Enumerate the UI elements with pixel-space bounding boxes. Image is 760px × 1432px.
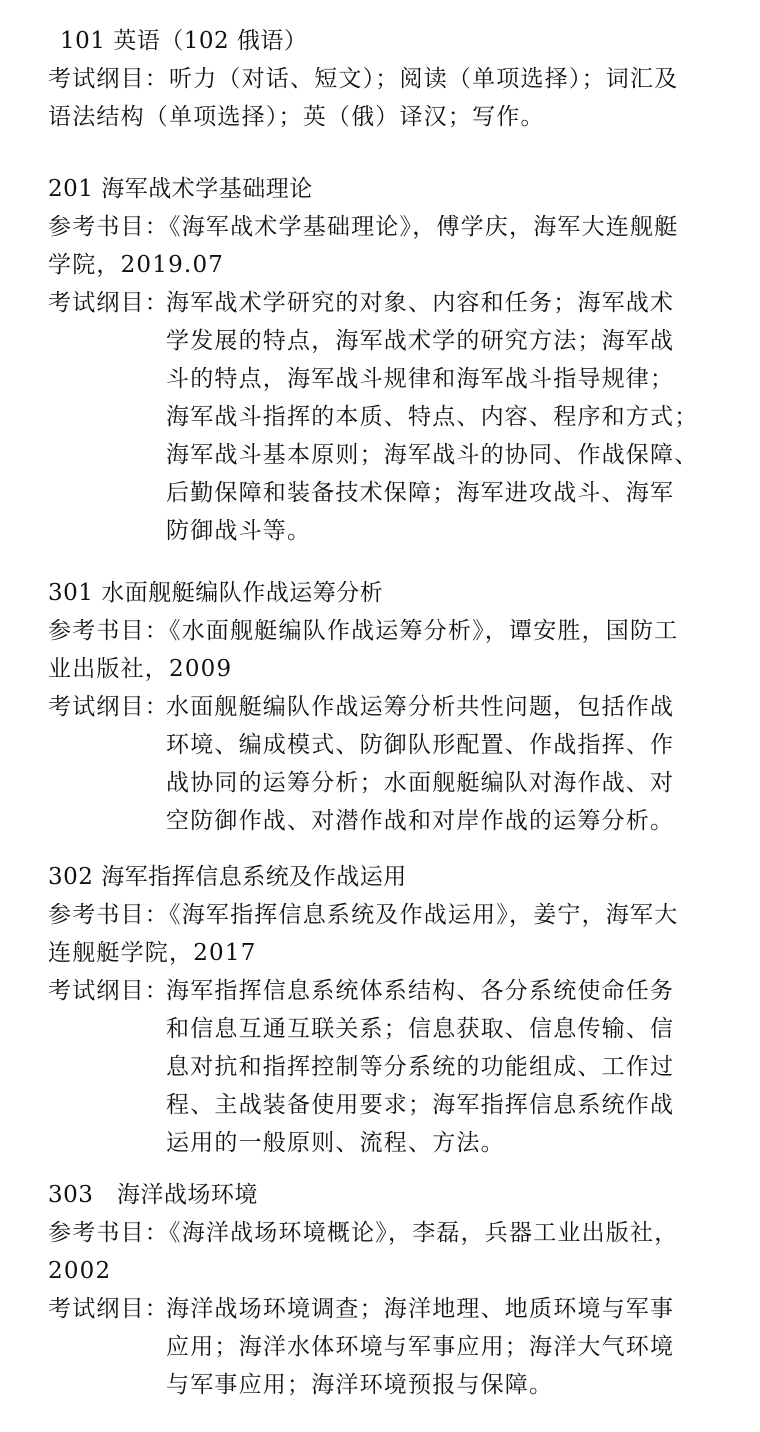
outline-body [166, 688, 728, 840]
outline-body [166, 284, 728, 550]
exam-outline [48, 1290, 728, 1404]
section-302 [48, 858, 728, 1162]
exam-outline [48, 688, 728, 840]
outline-line: 海军战斗指挥的本质、特点、内容、程序和方式； [166, 404, 699, 430]
section-heading: 101 英语（102 俄语） [60, 28, 308, 54]
outline-line: 学发展的特点，海军战术学的研究方法；海军战 [166, 328, 675, 354]
outline-line: 与军事应用；海洋环境预报与保障。 [166, 1372, 554, 1398]
reference-line: 连舰艇学院，2017 [48, 940, 257, 966]
outline-label: 考试纲目： [48, 978, 169, 1004]
outline-line: 海军战斗基本原则；海军战斗的协同、作战保障、 [166, 442, 699, 468]
reference-line: 参考书目：《水面舰艇编队作战运筹分析》，谭安胜，国防工 [48, 618, 679, 644]
outline-line: 语法结构（单项选择）；英（俄）译汉；写作。 [48, 104, 545, 130]
outline-line: 运用的一般原则、流程、方法。 [166, 1130, 505, 1156]
section-301 [48, 574, 728, 840]
outline-line: 空防御作战、对潜作战和对岸作战的运筹分析。 [166, 808, 675, 834]
section-heading: 201 海军战术学基础理论 [48, 176, 313, 202]
outline-label: 考试纲目： [48, 290, 169, 316]
outline-body [166, 1290, 728, 1404]
outline-body [166, 972, 728, 1162]
outline-line: 和信息互通互联关系；信息获取、信息传输、信 [166, 1016, 675, 1042]
exam-outline [48, 972, 728, 1162]
outline-line: 程、主战装备使用要求；海军指挥信息系统作战 [166, 1092, 675, 1118]
section-heading: 302 海军指挥信息系统及作战运用 [48, 864, 407, 890]
outline-line: 应用；海洋水体环境与军事应用；海洋大气环境 [166, 1334, 675, 1360]
reference-line: 业出版社，2009 [48, 656, 233, 682]
section-101 [48, 22, 728, 136]
reference-line: 参考书目：《海洋战场环境概论》，李磊，兵器工业出版社， [48, 1220, 679, 1246]
outline-line: 考试纲目：听力（对话、短文）；阅读（单项选择）；词汇及 [48, 66, 679, 92]
exam-outline [48, 284, 728, 550]
section-heading: 303 海洋战场环境 [48, 1182, 258, 1208]
reference-line: 参考书目：《海军战术学基础理论》，傅学庆，海军大连舰艇 [48, 214, 679, 240]
outline-line: 战协同的运筹分析；水面舰艇编队对海作战、对 [166, 770, 675, 796]
outline-line: 防御战斗等。 [166, 518, 312, 544]
section-303 [48, 1176, 728, 1404]
outline-line: 海洋战场环境调查；海洋地理、地质环境与军事 [166, 1296, 675, 1322]
section-heading: 301 水面舰艇编队作战运筹分析 [48, 580, 384, 606]
reference-line: 参考书目：《海军指挥信息系统及作战运用》，姜宁，海军大 [48, 902, 679, 928]
outline-line: 息对抗和指挥控制等分系统的功能组成、工作过 [166, 1054, 675, 1080]
outline-line: 海军战术学研究的对象、内容和任务；海军战术 [166, 290, 675, 316]
outline-line: 水面舰艇编队作战运筹分析共性问题，包括作战 [166, 694, 675, 720]
outline-label: 考试纲目： [48, 1296, 169, 1322]
reference-line: 2002 [48, 1258, 112, 1284]
outline-label: 考试纲目： [48, 694, 169, 720]
outline-line: 海军指挥信息系统体系结构、各分系统使命任务 [166, 978, 675, 1004]
outline-line: 后勤保障和装备技术保障；海军进攻战斗、海军 [166, 480, 675, 506]
outline-line: 环境、编成模式、防御队形配置、作战指挥、作 [166, 732, 675, 758]
reference-line: 学院，2019.07 [48, 252, 225, 278]
section-201 [48, 170, 728, 550]
outline-line: 斗的特点，海军战斗规律和海军战斗指导规律； [166, 366, 675, 392]
